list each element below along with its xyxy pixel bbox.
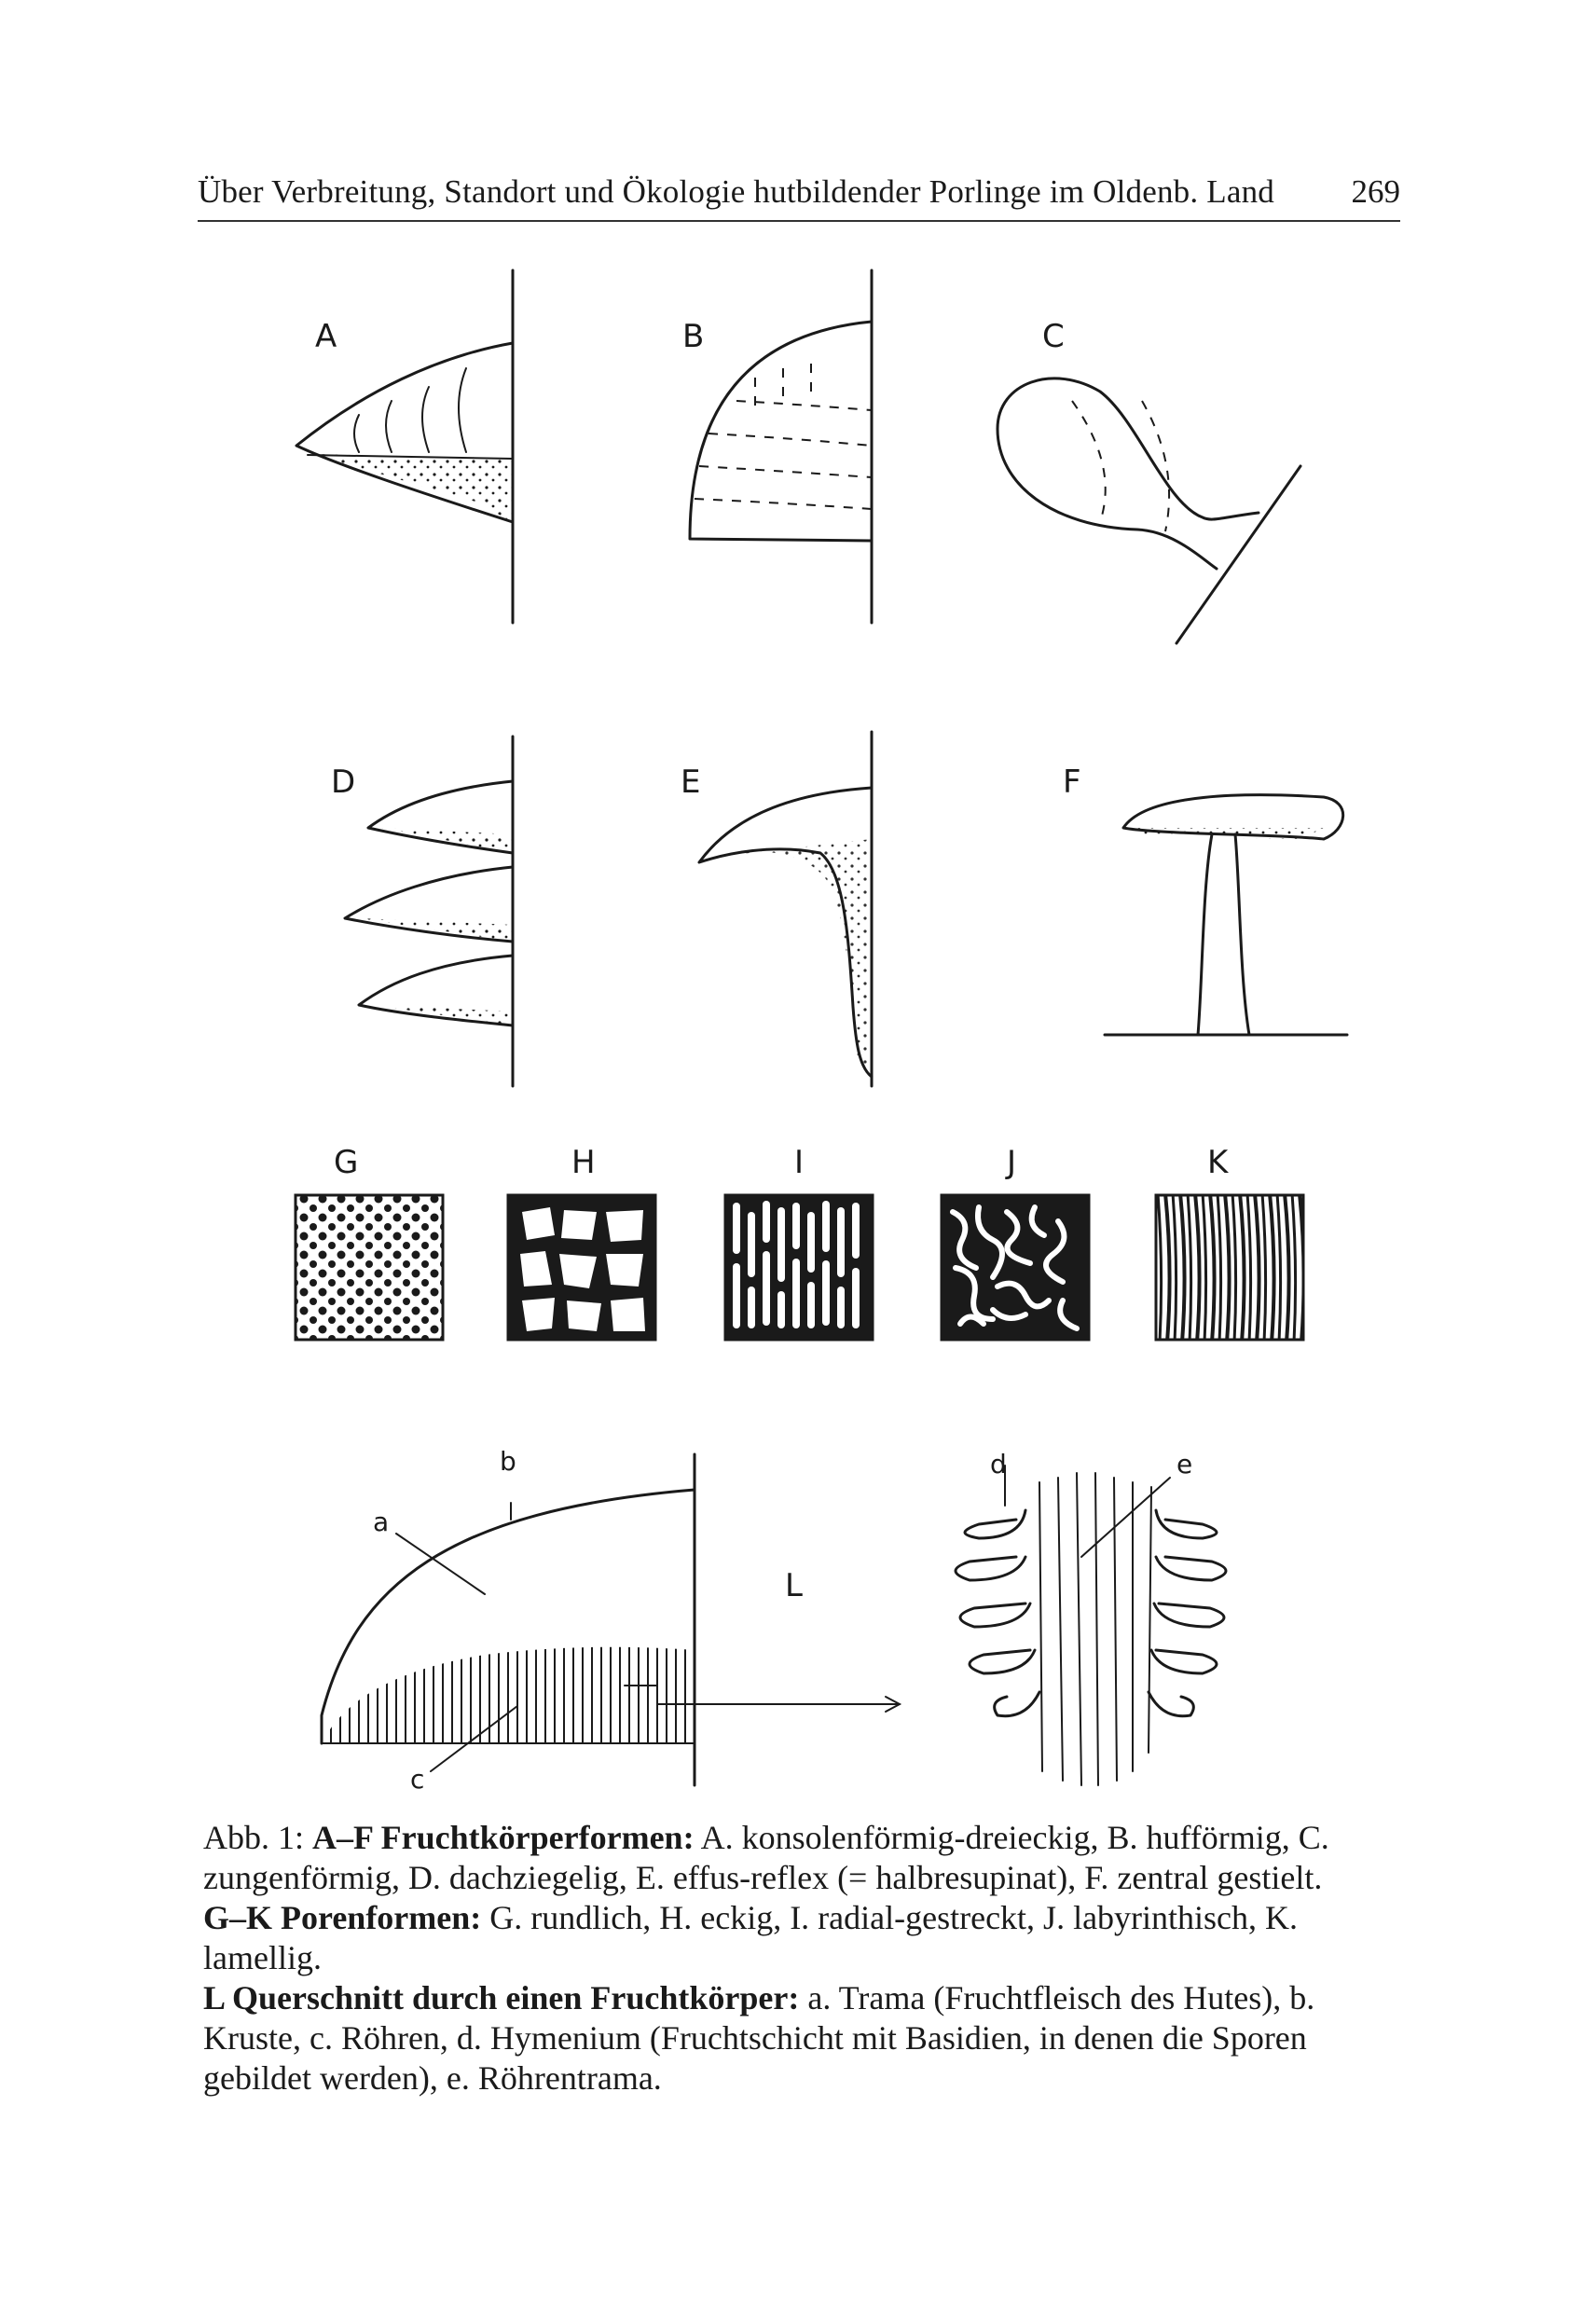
caption-heading-a-f: A–F Fruchtkörperformen: bbox=[312, 1819, 695, 1856]
caption-text-g-k: G. rundlich, H. eckig, I. radial-gestreckt, J. labyrinthisch, K. lamellig. bbox=[203, 1899, 1299, 1976]
caption-prefix: Abb. 1: bbox=[203, 1819, 312, 1856]
label-a: A bbox=[315, 318, 337, 355]
label-i: I bbox=[794, 1144, 805, 1181]
label-c-roehren: c bbox=[410, 1764, 425, 1795]
label-f: F bbox=[1063, 764, 1081, 801]
page-number: 269 bbox=[1351, 173, 1400, 210]
caption-para-a-f bbox=[203, 1818, 1406, 1898]
label-j: J bbox=[1007, 1144, 1017, 1181]
label-b: B bbox=[682, 318, 705, 355]
pore-j-labyrinthisch bbox=[942, 1144, 1089, 1340]
caption-para-g-k bbox=[203, 1898, 1406, 1978]
figure-caption bbox=[203, 1818, 1406, 2099]
detail-hymenium bbox=[956, 1449, 1226, 1785]
pore-i-radial-gestreckt bbox=[725, 1144, 873, 1340]
cross-section-l bbox=[322, 1446, 900, 1795]
pore-k-lamellig bbox=[1156, 1144, 1303, 1340]
label-a-trama: a bbox=[373, 1507, 390, 1537]
label-e: E bbox=[681, 764, 701, 801]
label-e-roehrentrama: e bbox=[1176, 1449, 1193, 1479]
label-l: L bbox=[785, 1567, 803, 1604]
label-k: K bbox=[1207, 1144, 1229, 1181]
label-d: D bbox=[331, 764, 356, 801]
caption-heading-g-k: G–K Porenformen: bbox=[203, 1899, 482, 1936]
label-g: G bbox=[334, 1144, 359, 1181]
label-h: H bbox=[571, 1144, 596, 1181]
shape-d-dachziegelig bbox=[331, 736, 513, 1086]
shape-c-zungenfoermig bbox=[998, 318, 1300, 643]
shape-f-zentral-gestielt bbox=[1063, 764, 1347, 1035]
label-b-kruste: b bbox=[500, 1446, 516, 1477]
caption-para-l bbox=[203, 1978, 1406, 2099]
caption-text-a-f: A. konsolenförmig-dreieckig, B. hufförmig, C. zungenförmig, D. dachziegelig, E. effus-reflex (= halbresupinat), F. zentral gestielt. bbox=[203, 1819, 1329, 1896]
caption-heading-l: L Querschnitt durch einen Fruchtkörper: bbox=[203, 1979, 800, 2016]
pore-h-eckig bbox=[508, 1144, 655, 1340]
caption-text-l: a. Trama (Fruchtfleisch des Hutes), b. Kruste, c. Röhren, d. Hymenium (Fruchtschicht mit Basidien, in denen die Sporen gebildet werden), e. Röhrentrama. bbox=[203, 1979, 1315, 2097]
pore-g-rundlich bbox=[296, 1144, 443, 1340]
label-c: C bbox=[1042, 318, 1065, 355]
label-d-hymenium: d bbox=[990, 1449, 1007, 1479]
shape-e-effus-reflex bbox=[681, 732, 872, 1086]
shape-a-konsolenfoermig bbox=[296, 270, 513, 623]
running-title: Über Verbreitung, Standort und Ökologie hutbildender Porlinge im Oldenb. Land bbox=[198, 173, 1274, 210]
shape-b-huffoermig bbox=[682, 270, 872, 623]
